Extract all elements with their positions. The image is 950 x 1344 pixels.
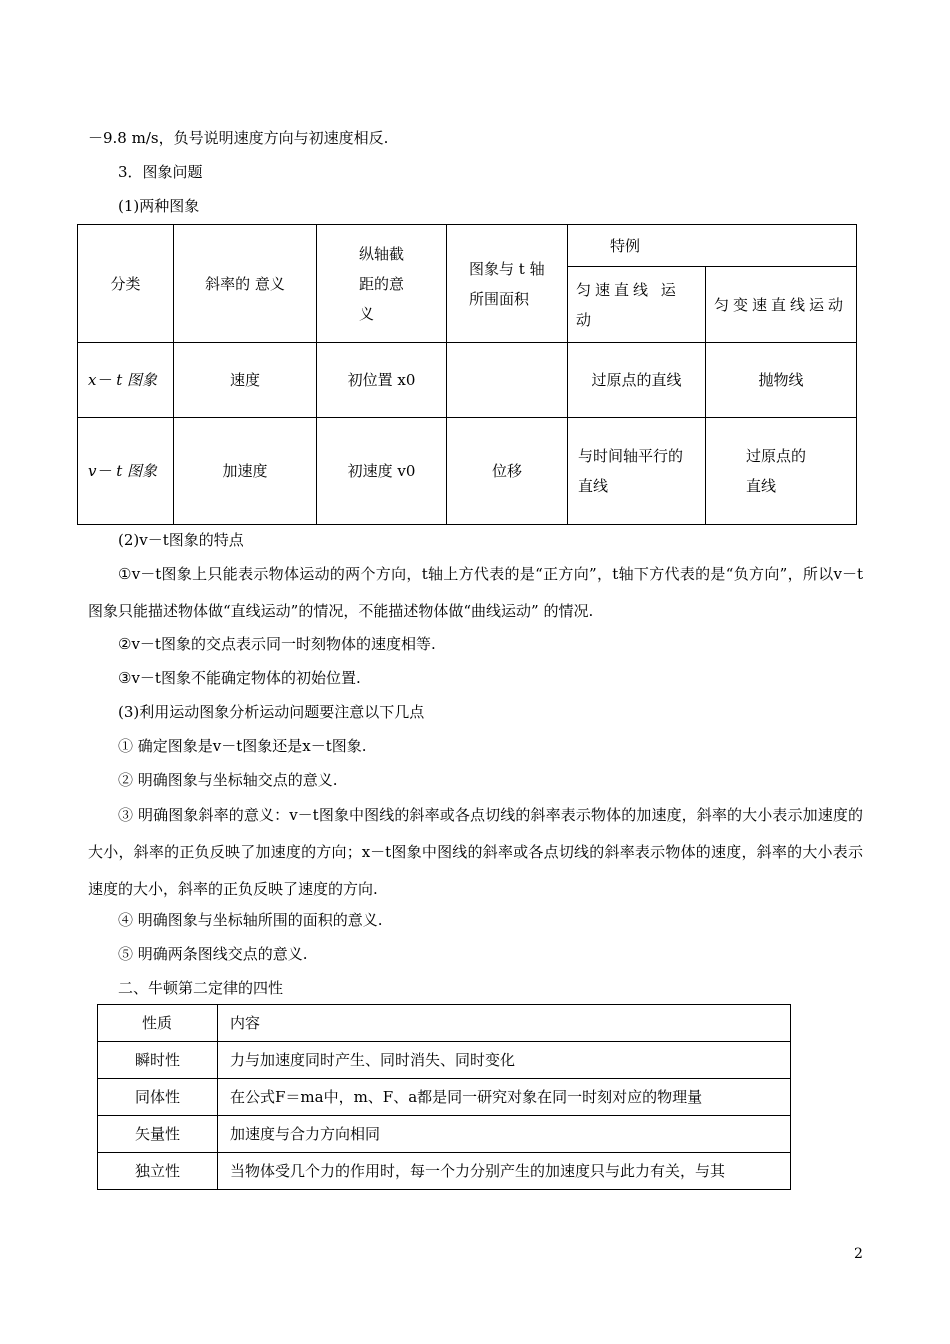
header-slope: 斜率的 意义	[174, 225, 317, 343]
header-content: 内容	[218, 1005, 791, 1042]
row-xt-intercept: 初位置 x0	[317, 343, 447, 418]
section-heading-3: 3．图象问题	[118, 163, 203, 181]
row-vt-variable: 过原点的直线	[706, 418, 857, 525]
row-vt-area: 位移	[447, 418, 568, 525]
row-content: 力与加速度同时产生、同时消失、同时变化	[218, 1042, 791, 1079]
subheading-1: (1)两种图象	[118, 197, 200, 215]
subheading-2: (2)v－t图象的特点	[118, 531, 244, 549]
newton-law-table	[97, 1004, 791, 1190]
page-number: 2	[854, 1246, 863, 1262]
row-xt-variable: 抛物线	[706, 343, 857, 418]
point-1: ① 确定图象是v－t图象还是x－t图象.	[118, 737, 367, 755]
row-property: 瞬时性	[98, 1042, 218, 1079]
row-vt-name: v－ t 图象	[78, 418, 174, 525]
row-xt-name: x－ t 图象	[78, 343, 174, 418]
row-property: 矢量性	[98, 1116, 218, 1153]
point-5: ⑤ 明确两条图线交点的意义.	[118, 945, 308, 963]
section-heading-2: 二、牛顿第二定律的四性	[118, 979, 284, 997]
header-special: 特例	[568, 225, 857, 267]
point-2: ② 明确图象与坐标轴交点的意义.	[118, 771, 338, 789]
row-vt-intercept: 初速度 v0	[317, 418, 447, 525]
paragraph-3: ③v－t图象不能确定物体的初始位置.	[118, 669, 361, 687]
row-content: 加速度与合力方向相同	[218, 1116, 791, 1153]
row-xt-area	[447, 343, 568, 418]
row-vt-uniform: 与时间轴平行的直线	[568, 418, 706, 525]
row-vt-slope: 加速度	[174, 418, 317, 525]
header-variable: 匀变速直线运动	[706, 267, 857, 343]
row-property: 同体性	[98, 1079, 218, 1116]
graph-types-table	[77, 224, 857, 525]
row-xt-uniform: 过原点的直线	[568, 343, 706, 418]
row-xt-slope: 速度	[174, 343, 317, 418]
row-property: 独立性	[98, 1153, 218, 1190]
header-intercept: 纵轴截距的意义	[317, 225, 447, 343]
top-line: －9.8 m/s，负号说明速度方向与初速度相反.	[88, 129, 389, 147]
row-content: 当物体受几个力的作用时，每一个力分别产生的加速度只与此力有关，与其	[218, 1153, 791, 1190]
row-content: 在公式F＝ma中，m、F、a都是同一研究对象在同一时刻对应的物理量	[218, 1079, 791, 1116]
header-area: 图象与 t 轴所围面积	[447, 225, 568, 343]
point-4: ④ 明确图象与坐标轴所围的面积的意义.	[118, 911, 383, 929]
header-property: 性质	[98, 1005, 218, 1042]
paragraph-2: ②v－t图象的交点表示同一时刻物体的速度相等.	[118, 635, 436, 653]
header-uniform: 匀速直线 运动	[568, 267, 706, 343]
point-3: ③ 明确图象斜率的意义：v－t图象中图线的斜率或各点切线的斜率表示物体的加速度，斜率的大小表示加速度的大小，斜率的正负反映了加速度的方向；x－t图象中图线的斜率或各点切线的斜率表示物体的速度，斜率的大小表示速度的大小，斜率的正负反映了速度的方向.	[88, 806, 863, 898]
header-classify: 分类	[78, 225, 174, 343]
subheading-3: (3)利用运动图象分析运动问题要注意以下几点	[118, 703, 425, 721]
paragraph-1: ①v－t图象上只能表示物体运动的两个方向，t轴上方代表的是“正方向”，t轴下方代表的是“负方向”，所以v－t图象只能描述物体做“直线运动”的情况，不能描述物体做“曲线运动” 的情况.	[88, 565, 863, 620]
